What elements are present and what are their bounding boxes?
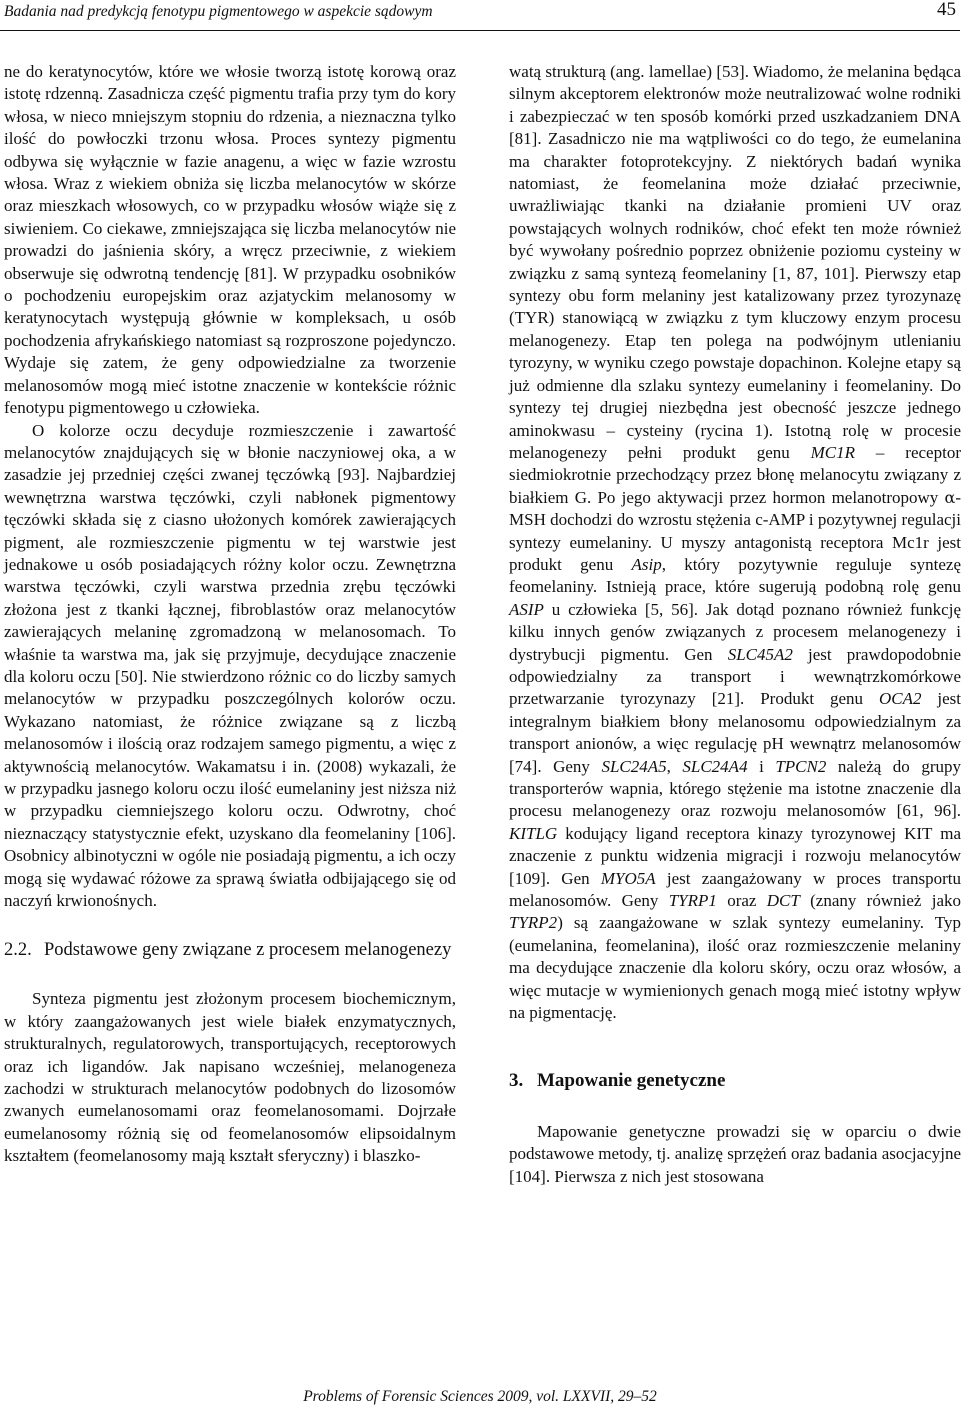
paragraph-eye-color: O kolorze oczu decyduje rozmieszczenie i zawartość melanocytów znajdujących się w błonie naczyniowej oka, a w zasadzie jej przedniej części zwanej tęczówką [93]. Najbardziej wewnętrzna warstwa tęczówki, czyli nabłonek pigmentowy tęczówki składa się z ciasno ułożonych komórek zawierających pigment, ale rozmieszczenie pigmentu w tej warstwie jest jednakowe u osób posiadających różny kolor oczu. Zewnętrzna warstwa tęczówki, czyli warstwa przednia zrębu tęczówki złożona jest z tkanki łącznej, fibroblastów oraz melanocytów zawierających melaninę zgromadzoną w melanosomach. To właśnie ta warstwa ma, jak się przyjmuje, decydujące znaczenie dla koloru oczu [50]. Nie stwierdzono różnic co do liczby samych melanocytów w przypadku poszczególnych kolorów oczu. Wykazano natomiast, że różnice związane są z liczbą melanosomów i ilością oraz rodzajem samego pigmentu, a więc z aktywnością melanocytów. Wakamatsu i in. (2008) wykazali, że w przypadku jasnego koloru oczu ilość eumelaniny jest niższa niż w przypadku ciemniejszego koloru oczu. Odwrotny, choć nieznaczący statystycznie efekt, uzyskano dla feomelaniny [106]. Osobnicy albinotyczni w ogóle nie posiadają pigmentu, a ich oczy mogą się wydawać różowe za sprawą światła odbijającego się od naczyń krwionośnych. (4, 420, 456, 911)
journal-footer: Problems of Forensic Sciences 2009, vol. LXXVII, 29–52 (303, 1388, 657, 1405)
gene-name: SLC24A4 (682, 756, 748, 776)
text-run: i (747, 756, 776, 776)
section-number: 3. (509, 1070, 524, 1092)
page-number: 45 (937, 0, 956, 20)
gene-name: Asip (631, 554, 662, 574)
header-rule (0, 30, 960, 31)
gene-name: MYO5A (600, 868, 656, 888)
text-run: jest zaangażowany w proces transportu melanosomów. Geny (509, 868, 961, 911)
text-run: oraz (716, 891, 767, 911)
gene-name: TPCN2 (775, 756, 827, 776)
text-run: watą strukturą (ang. lamellae) [53]. Wiadomo, że melanina będąca silnym akceptorem elektronów może neutralizować wolne rodniki i zabezpieczać w ten sposób komórki przed uszkadzaniem DNA [81]. Zasadniczo nie ma wątpliwości co do tego, że eumelanina ma charakter fotoprotekcyjny. Z niektórych badań wynika natomiast, że feomelanina może działać przeciwnie, uwrażliwiając tkanki na działanie promieni UV oraz powstających wolnych rodników, choć efekt ten może również być wywołany pośrednio poprzez obniżenie poziomu cysteiny w związku z samą syntezą feomelaniny [1, 87, 101]. Pierwszy etap syntezy obu form melaniny jest katalizowany przez tyrozynazę (TYR) stanowiącą w związku z tym kluczowy enzym procesu melanogenezy. Etap ten polega na podwójnym utlenianiu tyrozyny, w wyniku czego powstaje dopachinon. Kolejne etapy są już odmienne dla szlaku syntezy eumelaniny i feomelaniny. Do syntezy tej drugiej niezbędna jest obecność jeszcze jednego aminokwasu – cysteiny (rycina 1). Istotną rolę w procesie melanogenezy pełni produkt genu (509, 62, 961, 462)
gene-name: ASIP (509, 599, 544, 619)
gene-name: TYRP2 (509, 913, 558, 933)
gene-name: SLC45A2 (727, 644, 793, 664)
section-title: Mapowanie genetyczne (537, 1070, 726, 1092)
paragraph-pigment-synthesis: Synteza pigmentu jest złożonym procesem biochemicznym, w który zaangażowanych jest wiele białek enzymatycznych, strukturalnych, regulatorowych, transportujących, receptorowych oraz ich ligandów. Jak napisano wcześniej, melanogeneza zachodzi w strukturach melanocytów podobnych do lizosomów zwanych eumelanosomami oraz feomelanosomami. Dojrzałe eumelanosomy różnią się od feomelanosomów elipsoidalnym kształtem (feomelanosomy mają kształt sferyczny) i blaszko- (4, 989, 456, 1166)
text-run: ) są zaangażowane w szlak syntezy eumelaniny. Typ (eumelanina, feomelanina), ilość oraz rozmieszczenie melaniny ma decydujące znaczenie dla koloru skóry, oczu oraz włosów, a więc mutacje w wymienionych genach mogą mieć istotny wpływ na pigmentację. (509, 913, 961, 1023)
running-title: Badania nad predykcją fenotypu pigmentowego w aspekcie sądowym (4, 3, 433, 20)
right-column (509, 61, 961, 1188)
text-run: – receptor siedmiokrotnie przechodzący przez błonę melanocytu związany z białkiem G. Po jego aktywacji przez hormon melanotropowy (509, 442, 961, 507)
gene-name: DCT (766, 891, 800, 911)
gene-name: OCA2 (878, 689, 922, 709)
text-run: jest prawdopodobnie odpowiedzialny za transport i wewnątrzkomórkowe przetwarzanie tyrozynazy [21]. Produkt genu (509, 644, 961, 709)
left-column (4, 61, 456, 1168)
greek-alpha: α (944, 487, 956, 507)
text-run: (znany również jako (799, 891, 961, 911)
text-run: u człowieka [5, 56]. Jak dotąd poznano również funkcję kilku innych genów związanych z procesem melanogenezy i dystrybucji pigmentu. Gen (509, 599, 961, 664)
paragraph-hair-pigment: ne do keratynocytów, które we włosie tworzą istotę korową oraz istotę rdzenną. Zasadnicza część pigmentu trafia przy tym do kory włosa, w nieco mniejszym stopniu do rdzenia, a nieznaczna tylko ilość do powłoczki trzonu włosa. Proces syntezy pigmentu odbywa się wyłącznie w fazie anagenu, a więc w fazie wzrostu włosa. Wraz z wiekiem obniża się liczba melanocytów w skórze oraz mieszkach włosowych, co w przypadku włosów wiąże się z siwieniem. Co ciekawe, zmniejszająca się liczba melanocytów nie prowadzi do jaśnienia skóry, a wręcz przeciwnie, z wiekiem obserwuje się odwrotną tendencję [81]. W przypadku osobników o pochodzeniu europejskim oraz azjatyckim melanosomy w keratynocytach występują głównie w kompleksach, u osób pochodzenia afrykańskiego natomiast są rozproszone pojedynczo. Wydaje się zatem, że geny odpowiedzialne za tworzenie melanosomów mogą mieć istotne znaczenie w kontekście różnic fenotypu pigmentowego u człowieka. (4, 62, 456, 418)
text-run: -MSH dochodzi do wzrostu stężenia c-AMP i pozytywnej regulacji syntezy eumelaniny. U myszy antagonistą receptora Mc1r jest produkt genu (509, 487, 961, 574)
text-run: , (666, 756, 683, 776)
section-heading (509, 1070, 961, 1092)
text-run: należą do grupy transporterów wapnia, którego stężenie ma istotne znaczenie dla procesu melanogenezy oraz rozwoju melanosomów [61, 96]. (509, 756, 961, 821)
subsection-number: 2.2. (4, 940, 32, 961)
text-run: kodujący ligand receptora kinazy tyrozynowej KIT ma znaczenie z punktu widzenia migracji i rozwoju melanocytów [109]. Gen (509, 823, 961, 888)
gene-name: TYRP1 (668, 891, 717, 911)
subsection-heading (4, 938, 456, 962)
gene-name: KITLG (509, 823, 558, 843)
subsection-title: Podstawowe geny związane z procesem melanogenezy (44, 940, 452, 961)
running-head (0, 0, 960, 30)
paragraph-melanogenesis-genes (509, 61, 961, 1024)
gene-name: MC1R (810, 442, 856, 462)
text-run: jest integralnym białkiem błony melanosomu odpowiedzialnym za transport anionów, a więc regulację pH wewnątrz melanosomów [74]. Geny (509, 689, 961, 776)
text-run: , który pozytywnie reguluje syntezę feomelaniny. Istnieją prace, które sugerują podobną rolę genu (509, 554, 961, 597)
paragraph-genetic-mapping: Mapowanie genetyczne prowadzi się w oparciu o dwie podstawowe metody, tj. analizę sprzężeń oraz badania asocjacyjne [104]. Pierwsza z nich jest stosowana (509, 1121, 961, 1186)
gene-name: SLC24A5 (601, 756, 667, 776)
